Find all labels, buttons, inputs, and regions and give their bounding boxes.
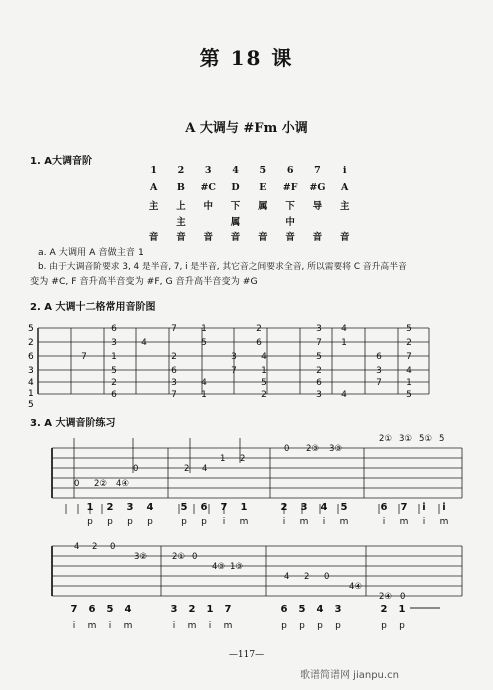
- fingering: p: [107, 517, 113, 527]
- fingering: i: [422, 517, 426, 527]
- svg-text:5: 5: [406, 390, 412, 400]
- svg-text:5: 5: [406, 324, 412, 334]
- svg-text:5①: 5①: [419, 434, 433, 444]
- tab-staff-2: [44, 538, 468, 606]
- fingering: m: [223, 621, 233, 631]
- note: 5: [106, 604, 114, 615]
- svg-text:7: 7: [231, 366, 237, 376]
- fingering: m: [339, 517, 349, 527]
- svg-text:2: 2: [171, 352, 177, 362]
- note: 2: [188, 604, 196, 615]
- svg-text:2②: 2②: [94, 479, 108, 489]
- string-number: 5: [28, 324, 34, 334]
- fingering: i: [172, 621, 176, 631]
- scale-row-degree-1: 主 上 中 下 属 下 导 主: [148, 201, 350, 212]
- note: 3: [126, 502, 134, 513]
- svg-text:6: 6: [171, 366, 177, 376]
- fingering: p: [87, 517, 93, 527]
- fingering: p: [281, 621, 287, 631]
- note: 7: [220, 502, 228, 513]
- svg-text:3: 3: [171, 378, 177, 388]
- fingering: m: [187, 621, 197, 631]
- string-number: 6: [28, 352, 34, 362]
- note: 6: [380, 502, 388, 513]
- svg-text:6: 6: [111, 324, 117, 334]
- svg-text:1: 1: [261, 366, 267, 376]
- svg-text:3②: 3②: [134, 552, 148, 562]
- svg-text:2: 2: [92, 542, 98, 552]
- note: 1: [398, 604, 406, 615]
- note: 4: [316, 604, 324, 615]
- svg-text:7: 7: [171, 390, 177, 400]
- note: 4: [320, 502, 328, 513]
- svg-text:3: 3: [111, 338, 117, 348]
- fingering: p: [317, 621, 323, 631]
- svg-text:6: 6: [316, 378, 322, 388]
- fingering: p: [399, 621, 405, 631]
- fingering: i: [322, 517, 326, 527]
- svg-text:7: 7: [171, 324, 177, 334]
- svg-text:5: 5: [439, 434, 445, 444]
- svg-text:0: 0: [192, 552, 198, 562]
- svg-text:2①: 2①: [379, 434, 393, 444]
- svg-text:2: 2: [304, 572, 310, 582]
- fingering: m: [123, 621, 133, 631]
- note: 7: [400, 502, 408, 513]
- svg-text:7: 7: [376, 378, 382, 388]
- fingering: i: [208, 621, 212, 631]
- svg-text:3: 3: [316, 324, 322, 334]
- fingering: i: [282, 517, 286, 527]
- svg-text:0: 0: [284, 444, 290, 454]
- fingering: i: [222, 517, 226, 527]
- svg-text:4③: 4③: [212, 562, 226, 572]
- svg-text:6: 6: [376, 352, 382, 362]
- svg-text:1: 1: [406, 378, 412, 388]
- scale-row-numbers: 1 2 3 4 5 6 7 i: [150, 165, 347, 176]
- note: 6: [88, 604, 96, 615]
- svg-text:6: 6: [256, 338, 262, 348]
- fingering: p: [201, 517, 207, 527]
- note: 2: [380, 604, 388, 615]
- svg-text:4: 4: [284, 572, 290, 582]
- section-1-heading: 1. A大调音阶: [30, 156, 92, 167]
- string-number: 4: [28, 378, 34, 388]
- svg-text:2: 2: [316, 366, 322, 376]
- svg-text:4④: 4④: [116, 479, 130, 489]
- note: 2: [280, 502, 288, 513]
- svg-text:2: 2: [406, 338, 412, 348]
- svg-text:3: 3: [376, 366, 382, 376]
- svg-text:2: 2: [240, 454, 246, 464]
- section-3-heading: 3. A 大调音阶练习: [30, 418, 116, 429]
- string-number: 5: [28, 400, 34, 410]
- fingering: m: [299, 517, 309, 527]
- page-number: —117—: [228, 650, 265, 660]
- note: i: [442, 502, 446, 513]
- fingering: p: [181, 517, 187, 527]
- svg-text:2①: 2①: [172, 552, 186, 562]
- note: 3: [300, 502, 308, 513]
- svg-text:5: 5: [201, 338, 207, 348]
- svg-text:1: 1: [201, 324, 207, 334]
- fingering: i: [72, 621, 76, 631]
- svg-text:2: 2: [256, 324, 262, 334]
- svg-text:5: 5: [111, 366, 117, 376]
- note: 2: [106, 502, 114, 513]
- svg-text:0: 0: [110, 542, 116, 552]
- svg-text:3③: 3③: [329, 444, 343, 454]
- svg-text:0: 0: [400, 592, 406, 602]
- fingering: i: [382, 517, 386, 527]
- svg-text:1: 1: [220, 454, 226, 464]
- svg-text:4: 4: [406, 366, 412, 376]
- row-2-notation: [44, 600, 468, 634]
- svg-text:7: 7: [406, 352, 412, 362]
- fingering: p: [299, 621, 305, 631]
- svg-text:4④: 4④: [349, 582, 363, 592]
- svg-text:6: 6: [111, 390, 117, 400]
- note: 5: [298, 604, 306, 615]
- svg-text:2④: 2④: [379, 592, 393, 602]
- svg-text:0: 0: [74, 479, 80, 489]
- row-1-notation: [44, 500, 468, 530]
- svg-text:5: 5: [316, 352, 322, 362]
- fingering: i: [108, 621, 112, 631]
- svg-text:4: 4: [202, 464, 208, 474]
- note: 4: [146, 502, 154, 513]
- svg-text:5: 5: [261, 378, 267, 388]
- subtitle: A 大调与 #Fm 小调: [185, 121, 308, 136]
- note: 3: [334, 604, 342, 615]
- note: 5: [340, 502, 348, 513]
- fingering: m: [399, 517, 409, 527]
- scale-row-letters: A B #C D E #F #G A: [149, 182, 349, 193]
- svg-text:0: 0: [324, 572, 330, 582]
- svg-text:2: 2: [184, 464, 190, 474]
- string-number: 1: [28, 389, 34, 399]
- note: 6: [280, 604, 288, 615]
- svg-text:1: 1: [111, 352, 117, 362]
- svg-text:3: 3: [231, 352, 237, 362]
- scale-row-degree-2: 主 属 中: [176, 217, 295, 228]
- svg-text:4: 4: [74, 542, 80, 552]
- svg-text:1: 1: [341, 338, 347, 348]
- svg-text:4: 4: [341, 390, 347, 400]
- svg-text:0: 0: [133, 464, 139, 474]
- note: 1: [240, 502, 248, 513]
- svg-text:1③: 1③: [230, 562, 244, 572]
- fingering: p: [147, 517, 153, 527]
- watermark: 歌谱简谱网 jianpu.cn: [300, 670, 399, 681]
- svg-text:3①: 3①: [399, 434, 413, 444]
- section-2-heading: 2. A 大调十二格常用音阶图: [30, 302, 156, 313]
- svg-text:7: 7: [81, 352, 87, 362]
- note: 1: [206, 604, 214, 615]
- lesson-title: 第 18 课: [199, 46, 294, 70]
- svg-text:2③: 2③: [306, 444, 320, 454]
- svg-text:2: 2: [111, 378, 117, 388]
- fingering: m: [239, 517, 249, 527]
- svg-text:7: 7: [316, 338, 322, 348]
- note: 3: [170, 604, 178, 615]
- string-number: 2: [28, 338, 34, 348]
- svg-text:4: 4: [141, 338, 147, 348]
- string-number: 3: [28, 366, 34, 376]
- note: 4: [124, 604, 132, 615]
- note-b-line-1: b. 由于大调音阶要求 3, 4 是半音, 7, i 是半音, 其它音之间要求全音, 所以需要将 C 音升高半音: [38, 262, 407, 272]
- fingering: p: [335, 621, 341, 631]
- note-a: a. A 大调用 A 音做主音 1: [38, 247, 144, 258]
- fingering: m: [439, 517, 449, 527]
- svg-text:4: 4: [201, 378, 207, 388]
- note: i: [422, 502, 426, 513]
- svg-text:1: 1: [201, 390, 207, 400]
- svg-text:3: 3: [316, 390, 322, 400]
- fretboard-diagram: [24, 318, 434, 410]
- note: 6: [200, 502, 208, 513]
- fingering: m: [87, 621, 97, 631]
- fingering: p: [127, 517, 133, 527]
- fingering: p: [381, 621, 387, 631]
- note: 5: [180, 502, 188, 513]
- note: 7: [70, 604, 78, 615]
- svg-text:4: 4: [341, 324, 347, 334]
- svg-text:4: 4: [261, 352, 267, 362]
- note: 7: [224, 604, 232, 615]
- note: 1: [86, 502, 94, 513]
- note-b-line-2: 变为 #C, F 音升高半音变为 #F, G 音升高半音变为 #G: [30, 276, 258, 287]
- scale-row-degree-3: 音 音 音 音 音 音 音 音: [148, 232, 350, 243]
- svg-text:2: 2: [261, 390, 267, 400]
